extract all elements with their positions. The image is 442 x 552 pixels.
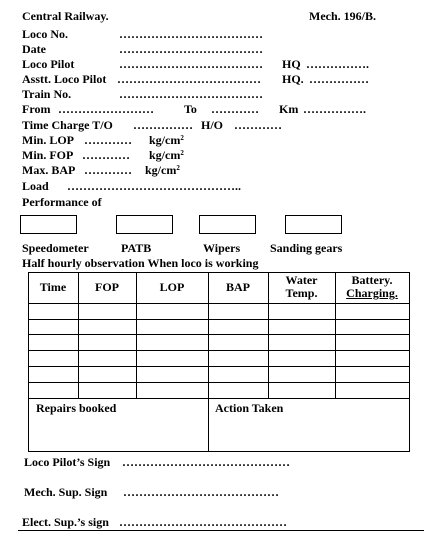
speedometer-label: Speedometer: [22, 241, 89, 255]
header-time: Time: [39, 280, 67, 294]
bottom-divider: [18, 530, 424, 531]
load-field[interactable]: ……………………………………..: [67, 179, 241, 193]
header-battery-charging: Battery. Charging.: [346, 273, 398, 300]
header-lop: LOP: [159, 280, 185, 294]
patb-box[interactable]: [116, 215, 173, 234]
wipers-label: Wipers: [203, 241, 241, 255]
mech-sup-sign-label: Mech. Sup. Sign: [24, 485, 108, 499]
load-label: Load: [22, 179, 49, 193]
km-label: Km: [279, 102, 299, 116]
min-fop-label: Min. FOP: [22, 148, 74, 162]
max-bap-label: Max. BAP: [22, 163, 76, 177]
hq-field[interactable]: …………….: [306, 57, 369, 71]
header-fop: FOP: [95, 280, 119, 294]
loco-pilot-field[interactable]: ………………………………: [119, 57, 263, 71]
sanding-gears-label: Sanding gears: [270, 241, 343, 255]
from-field[interactable]: ……………………: [58, 102, 154, 116]
loco-pilot-sign-field[interactable]: ……………………………………: [122, 455, 290, 469]
time-charge-field[interactable]: ……………: [133, 118, 193, 132]
header-water-temp: Water Temp.: [285, 273, 318, 300]
action-taken-label: Action Taken: [215, 401, 284, 415]
loco-no-label: Loco No.: [22, 27, 68, 41]
ho-field[interactable]: …………: [234, 118, 282, 132]
min-fop-unit: $kg/cm^2$: [149, 148, 184, 162]
elect-sup-sign-label: Elect. Sup.’s sign: [22, 515, 109, 529]
train-no-label: Train No.: [22, 87, 72, 101]
train-no-field[interactable]: ………………………………: [119, 87, 263, 101]
header-bap: BAP: [226, 280, 250, 294]
repairs-booked-label: Repairs booked: [36, 401, 117, 415]
speedometer-box[interactable]: [20, 215, 77, 234]
to-field[interactable]: …………: [211, 102, 259, 116]
loco-pilot-sign-label: Loco Pilot’s Sign: [24, 455, 111, 469]
mech-sup-sign-field[interactable]: …………………………………: [123, 485, 279, 499]
loco-no-field[interactable]: ………………………………: [119, 27, 263, 41]
sanding-gears-box[interactable]: [285, 215, 342, 234]
hq-asst-field[interactable]: ……………: [309, 72, 369, 86]
km-field[interactable]: …………….: [303, 102, 366, 116]
elect-sup-sign-field[interactable]: ……………………………………: [119, 515, 287, 529]
min-fop-field[interactable]: …………: [82, 148, 130, 162]
form-number: Mech. 196/B.: [309, 9, 376, 23]
wipers-box[interactable]: [199, 215, 256, 234]
performance-label: Performance of: [22, 195, 102, 209]
time-charge-label: Time Charge T/O: [22, 118, 113, 132]
date-field[interactable]: ………………………………: [119, 42, 263, 56]
observation-title: Half hourly observation When loco is working: [22, 256, 259, 270]
asst-loco-pilot-field[interactable]: ………………………………: [117, 72, 261, 86]
from-label: From: [22, 102, 51, 116]
ho-label: H/O: [201, 118, 224, 132]
asst-loco-pilot-label: Asstt. Loco Pilot: [22, 72, 107, 86]
to-label: To: [184, 102, 197, 116]
max-bap-unit: $kg/cm^2$: [145, 163, 180, 177]
hq-label: HQ: [282, 57, 301, 71]
patb-label: PATB: [121, 241, 152, 255]
min-lop-label: Min. LOP: [22, 133, 75, 147]
min-lop-unit: $kg/cm^2$: [149, 133, 184, 147]
organization-name: Central Railway.: [22, 9, 109, 23]
max-bap-field[interactable]: …………: [84, 163, 132, 177]
hq-asst-label: HQ.: [282, 72, 304, 86]
loco-pilot-label: Loco Pilot: [22, 57, 75, 71]
date-label: Date: [22, 42, 46, 56]
min-lop-field[interactable]: …………: [84, 133, 132, 147]
